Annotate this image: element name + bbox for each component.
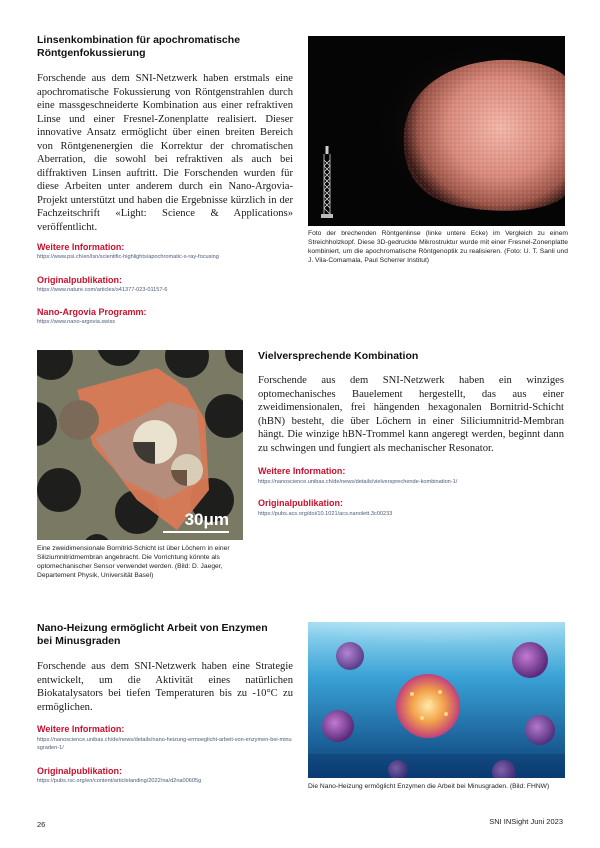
article2-orig-link[interactable]: https://pubs.acs.org/doi/10.1021/acs.nanolett.3c00233 [258,511,393,517]
xray-lens-photo [308,36,565,226]
article1-orig-label: Originalpublikation: [37,275,122,285]
article3-orig-label: Originalpublikation: [37,766,122,776]
article3-orig-link[interactable]: https://pubs.rsc.org/en/content/articlelanding/2022/na/d2na00605g [37,778,202,784]
page-number: 26 [37,820,46,829]
xray-lens-photo-graphic [308,36,565,226]
article1-program-label: Nano-Argovia Programm: [37,307,147,317]
article1-more-info-label: Weitere Information: [37,242,125,252]
article1-program-link[interactable]: https://www.nano-argovia.swiss [37,319,116,325]
article2-more-info-label: Weitere Information: [258,466,346,476]
nano-heater-graphic [308,622,565,778]
article3-more-info-label: Weitere Information: [37,724,125,734]
article3-title: Nano-Heizung ermöglicht Arbeit von Enzymen bei Minusgraden [37,622,268,647]
article3-body: Forschende aus dem SNI-Netzwerk haben eine Strategie entwickelt, um die Aktivität eines natürlichen Biokatalysators bei tiefen Temperaturen bis zu -10°C zu ermöglichen. [37,661,293,713]
article3-caption: Die Nano-Heizung ermöglicht Enzymen die Arbeit bei Minusgraden. (Bild: FHNW) [308,783,550,790]
article2-caption: Eine zweidimensionale Bornitrid-Schicht ist über Löchern in einer Siliziumnitridmembran angebracht. Die Vorrichtung könnte als optomechanischer Sensor verwendet werden. (Bild: D. Jaeger, Departement Physik, Universität Basel) [37,545,230,579]
article2-orig-label: Originalpublikation: [258,498,343,508]
article1-caption: Foto der brechenden Röntgenlinse (linke untere Ecke) im Vergleich zu einem Streichholzkopf. Diese 3D-gedruckte Mikrostruktur wurde mit einer Fresnel-Zonenplatte kombiniert, um die apochromatische Röntgenoptik zu realisieren. (Foto: U. T. Sanli und J. Vila-Comamala, Paul Scherrer Institut) [308,230,568,264]
scale-bar [163,531,229,533]
nano-heater-illustration [308,622,565,778]
article1-title: Linsenkombination für apochromatische Röntgenfokussierung [37,34,241,59]
scale-bar-label: 30μm [184,510,229,529]
article1-orig-link[interactable]: https://www.nature.com/articles/s41377-023-01157-6 [37,287,168,293]
article3-more-info-link[interactable]: https://nanoscience.unibas.ch/de/news/details/nano-heizung-ermoeglicht-arbeit-von-enzymen-bei-minusgraden-1/ [37,737,292,751]
article2-more-info-link[interactable]: https://nanoscience.unibas.ch/de/news/details/vielversprechende-kombination-1/ [258,479,458,485]
article1-body: Forschende aus dem SNI-Netzwerk haben erstmals eine apochromatische Fokussierung von Röntgenstrahlen durch eine massgeschneiderte Kombination aus einer refraktiven Linse und einer Fresnel-Zonenplatte realisiert. Dieser innovative Ansatz ermöglicht über einen breiten Bereich von Röntgenenergien die Korrektur der chromatischen Aberration, die sowohl bei refraktiven als auch bei diffraktiven Linsen auftritt. Die Forschenden wurden für diese Arbeiten unter anderem durch ein Nano-Argovia-Projekt unterstützt und haben die Ergebnisse kürzlich in der Fachzeitschrift «Light: Science & Applications» veröffentlicht. [37,73,293,233]
article1-more-info-link[interactable]: https://www.psi.ch/en/lsn/scientific-highlights/apochromatic-x-ray-focusing [37,254,219,260]
article2-body: Forschende aus dem SNI-Netzwerk haben ein winziges optomechanisches Bauelement hergestellt, das aus einer zweidimensionalen, frei hängenden hexagonalen Bornitrid-Schicht (hBN) besteht, die über Löchern in einer Siliciumnitrid-Membran hängt. Die winzige hBN-Trommel kann angeregt werden, beginnt dann zu schwingen und fungiert als mechanischer Resonator. [258,375,564,454]
hbn-microscope-image [37,350,243,540]
publication-name: SNI INSight Juni 2023 [489,817,563,826]
article2-title: Vielversprechende Kombination [258,350,419,362]
